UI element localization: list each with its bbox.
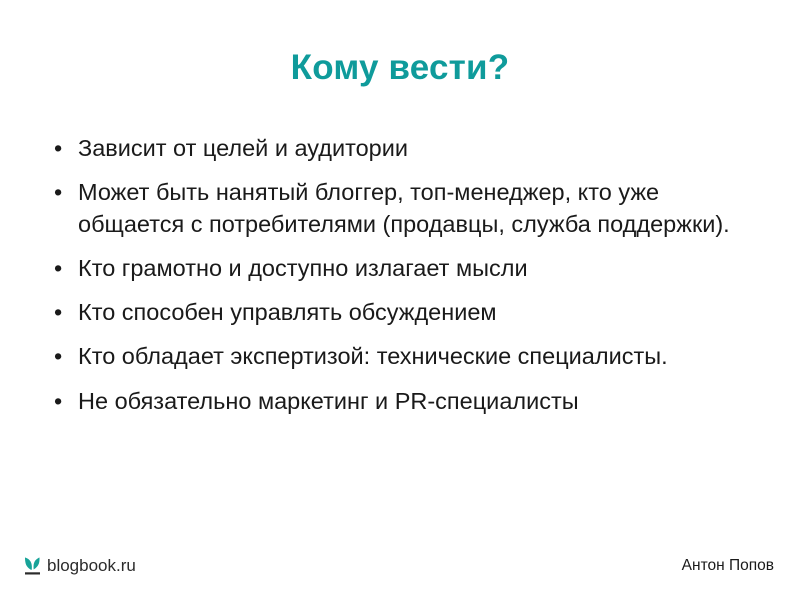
bullet-marker-icon: • <box>54 343 63 370</box>
bullet-marker-icon: • <box>54 179 63 206</box>
list-item <box>40 133 760 164</box>
list-item-text: Кто грамотно и доступно излагает мысли <box>78 254 528 281</box>
list-item-text: Может быть нанятый блоггер, топ-менеджер, кто уже общается с потребителями (продавцы, служба поддержки). <box>78 179 730 237</box>
list-item <box>40 177 760 240</box>
list-item-text: Зависит от целей и аудитории <box>78 135 408 161</box>
list-item <box>40 386 760 417</box>
bullet-marker-icon: • <box>54 299 63 325</box>
list-item <box>40 297 760 328</box>
list-item-text: Кто способен управлять обсуждением <box>78 299 497 325</box>
brand-label: blogbook.ru <box>47 556 136 575</box>
bullet-marker-icon: • <box>54 135 63 161</box>
slide-footer <box>0 550 800 576</box>
bullet-marker-icon: • <box>54 254 63 281</box>
list-item-text: Кто обладает экспертизой: технические специалисты. <box>78 343 668 370</box>
list-item <box>40 341 760 372</box>
list-item-text: Не обязательно маркетинг и PR-специалисты <box>78 387 579 414</box>
bullet-list <box>40 133 760 430</box>
bullet-marker-icon: • <box>54 387 63 414</box>
brand <box>24 556 136 576</box>
list-item <box>40 253 760 284</box>
author-label: Антон Попов <box>681 557 774 574</box>
page-title: Кому вести? <box>290 48 510 87</box>
leaf-book-icon <box>24 556 41 576</box>
